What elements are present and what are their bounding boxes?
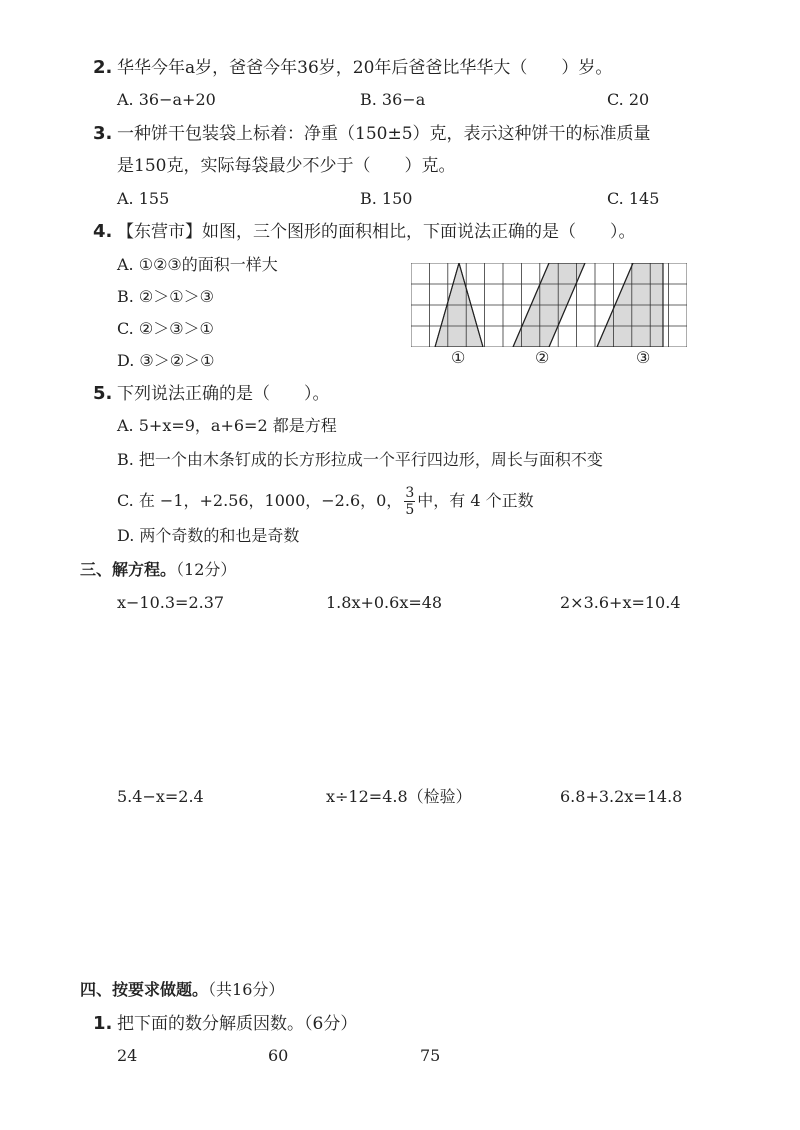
equation-6: 6.8+3.2x=14.8 xyxy=(560,787,683,806)
question-5-option-d: D. 两个奇数的和也是奇数 xyxy=(117,526,300,545)
figure-label-2: ② xyxy=(535,348,550,367)
section-4-score: （共16分） xyxy=(208,980,285,999)
equation-2: 1.8x+0.6x=48 xyxy=(326,593,443,612)
equation-3: 2×3.6+x=10.4 xyxy=(560,593,681,612)
option-c-prefix: C. 在 −1，+2.56，1000，−2.6，0， xyxy=(117,491,403,510)
section-4-question-1-number: 1. xyxy=(93,1013,113,1034)
figure-label-1: ① xyxy=(451,348,466,367)
question-2-number: 2. xyxy=(93,57,113,78)
question-3-number: 3. xyxy=(93,123,113,144)
question-4-option-d: D. ③＞②＞① xyxy=(117,351,215,370)
question-2-option-c: C. 20 xyxy=(607,90,650,109)
fraction-numerator: 3 xyxy=(405,485,415,501)
section-4-heading: 四、按要求做题。 xyxy=(80,980,209,999)
question-3-option-a: A. 155 xyxy=(117,189,170,208)
section-3-score: （12分） xyxy=(176,560,237,579)
question-2-text: 华华今年a岁，爸爸今年36岁，20年后爸爸比华华大（ ）岁。 xyxy=(117,58,613,78)
question-4-option-a: A. ①②③的面积一样大 xyxy=(117,255,278,274)
question-4-option-b: B. ②＞①＞③ xyxy=(117,287,214,306)
section-3-heading: 三、解方程。 xyxy=(80,560,177,579)
option-c-suffix: 中，有 4 个正数 xyxy=(417,491,534,510)
equation-5: x÷12=4.8（检验） xyxy=(326,787,472,806)
equation-1: x−10.3=2.37 xyxy=(117,593,225,612)
question-5-text: 下列说法正确的是（ ）。 xyxy=(117,384,330,404)
question-5-option-a: A. 5+x=9，a+6=2 都是方程 xyxy=(117,416,337,435)
fraction-three-fifths xyxy=(404,485,415,518)
question-3-option-b: B. 150 xyxy=(360,189,413,208)
question-4-text: 【东营市】如图，三个图形的面积相比，下面说法正确的是（ ）。 xyxy=(117,222,636,242)
question-2-option-b: B. 36−a xyxy=(360,90,426,109)
fraction-denominator: 5 xyxy=(405,502,415,518)
question-3-option-c: C. 145 xyxy=(607,189,660,208)
question-5-option-c xyxy=(117,481,534,521)
factor-number-1: 24 xyxy=(117,1046,138,1065)
factor-number-3: 75 xyxy=(420,1046,441,1065)
area-comparison-grid-figure xyxy=(411,263,687,347)
section-4-question-1-text: 把下面的数分解质因数。（6分） xyxy=(117,1014,358,1034)
question-5-number: 5. xyxy=(93,383,113,404)
section-3-title xyxy=(80,559,236,581)
question-3-line2: 是150克，实际每袋最少不少于（ ）克。 xyxy=(117,156,456,176)
question-4-option-c: C. ②＞③＞① xyxy=(117,319,214,338)
question-2-option-a: A. 36−a+20 xyxy=(117,90,216,109)
factor-number-2: 60 xyxy=(268,1046,289,1065)
section-4-title xyxy=(80,979,284,1001)
figure-label-3: ③ xyxy=(636,348,651,367)
question-5-option-b: B. 把一个由木条钉成的长方形拉成一个平行四边形，周长与面积不变 xyxy=(117,450,603,469)
question-3-line1: 一种饼干包装袋上标着：净重（150±5）克，表示这种饼干的标准质量 xyxy=(117,124,651,144)
question-4-number: 4. xyxy=(93,221,113,242)
equation-4: 5.4−x=2.4 xyxy=(117,787,204,806)
